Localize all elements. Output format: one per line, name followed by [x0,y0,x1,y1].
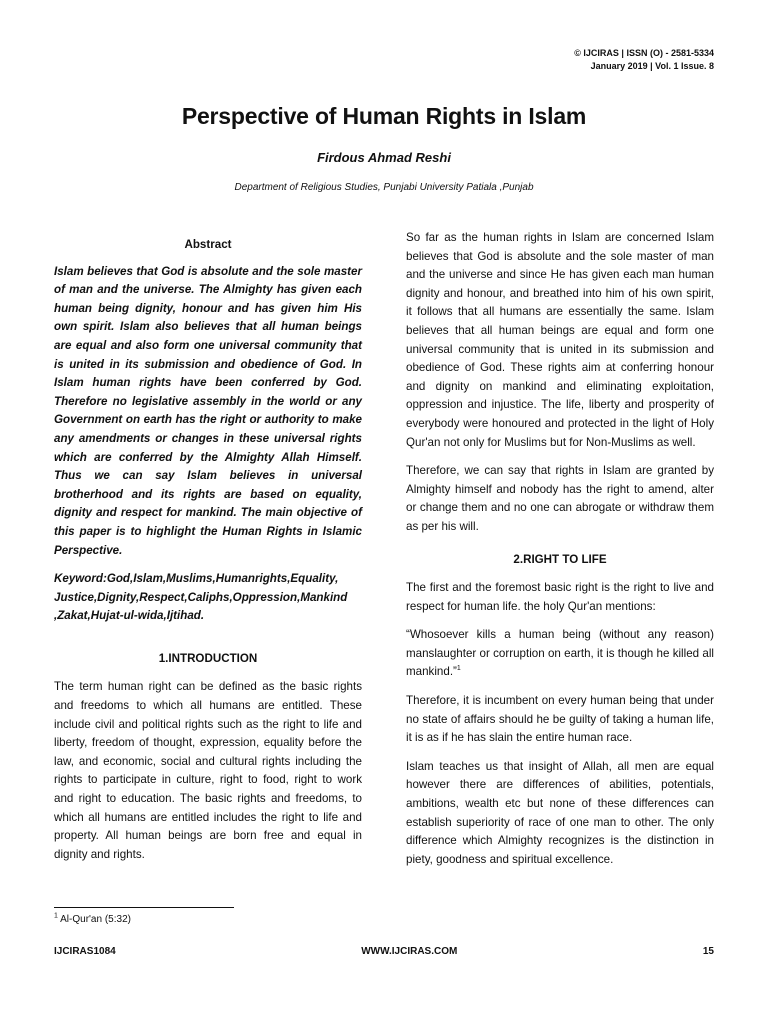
abstract-heading: Abstract [184,238,232,251]
abstract-text: Islam believes that God is absolute and the sole master of man and the universe. The Almighty has given each human being dignity, honour and has given him His own spirit. Islam also believes that all human beings are equal and also form one universal community that is united in its submission and obedience of God. In Islam human rights have been conferred by God. Therefore no legislative assembly in the world or any Government on earth has the right or authority to make any amendments or changes in these universal rights which are conferred by the Almighty Allah Himself. Thus we can say Islam believes in universal brotherhood and its rights are based on equality, dignity and respect for mankind. The main objective of this paper is to highlight the Human Rights in Islamic Perspective. [54,264,362,557]
introduction-text: The term human right can be defined as the basic rights and freedoms to which all humans are entitled. These include civil and political rights such as the right to life and liberty, freedom of thought, expression, equality before the law, and economic, social and cultural rights including the rights to participate in culture, right to food, right to work and right to education. The basic rights and freedoms, to which all humans are entitled includes the right to life and property. All human beings are born free and equal in dignity and rights. [54,680,362,861]
author-affiliation: Department of Religious Studies, Punjabi University Patiala ,Punjab [234,182,534,193]
footnote-text: Al-Qur'an (5:32) [57,914,131,925]
author-name: Firdous Ahmad Reshi [317,150,451,165]
journal-issue-date: January 2019 | Vol. 1 Issue. 8 [590,61,714,71]
left-column [54,236,362,874]
article-id: IJCIRAS1084 [54,946,116,957]
paragraph-4: Therefore, it is incumbent on every human being that under no state of affairs should he be guilty of taking a human life, it is as if he has slain the entire human race. [406,694,714,745]
introduction-heading: 1.INTRODUCTION [158,651,258,665]
page-footer [54,946,714,957]
paragraph-5: Islam teaches us that insight of Allah, all men are equal however there are differences of abilities, potentials, ambitions, wealth etc but none of these differences can establish superiority of race of one man to other. The only difference which Almighty recognizes is the distinction in piety, goodness and spiritual excellence. [406,759,714,866]
paragraph-2: Therefore, we can say that rights in Islam are granted by Almighty himself and nobody has the right to amend, alter or change them and no one can abrogate or withdraw them as per his will. [406,464,714,533]
footnote-mark: 1 [54,912,58,920]
page-number: 15 [702,946,714,957]
paragraph-3: The first and the foremost basic right is the right to live and respect for human life. the holy Qur'an mentions: [406,581,714,613]
paragraph-1: So far as the human rights in Islam are concerned Islam believes that God is absolute and the sole master of man and the universe and since He has given each man human dignity and honour, and breathed into him of his own spirit, it follows that all humans are essentially the same. Islam believes that all human beings are equal and form one universal community that is united in its submission and obedience of God. These rights aim at conferring honour and dignity on mankind and eliminating exploitation, oppression and injustice. The life, liberty and prosperity of everybody were honoured and protected in the light of Holy Qur'an not only for Muslims but for Non-Muslims as well. [406,231,714,449]
footnote-divider [54,907,234,908]
footnote [54,914,131,925]
paper-title: Perspective of Human Rights in Islam [181,103,587,129]
quran-quote [406,626,714,682]
journal-header [574,47,714,73]
journal-issn: © IJCIRAS | ISSN (O) - 2581-5334 [574,48,714,58]
right-column [406,229,714,879]
quote-text: “Whosoever kills a human being (without any reason) manslaughter or corruption on earth, it is though he killed all mankind.” [406,628,714,679]
journal-website[interactable]: WWW.IJCIRAS.COM [361,946,458,957]
footnote-ref[interactable]: 1 [456,665,461,673]
right-to-life-heading: 2.RIGHT TO LIFE [513,552,607,566]
keywords: Keyword:God,Islam,Muslims,Humanrights,Equality, Justice,Dignity,Respect,Caliphs,Oppression,Mankind ,Zakat,Hujat-ul-wida,Ijtihad. [54,572,348,623]
